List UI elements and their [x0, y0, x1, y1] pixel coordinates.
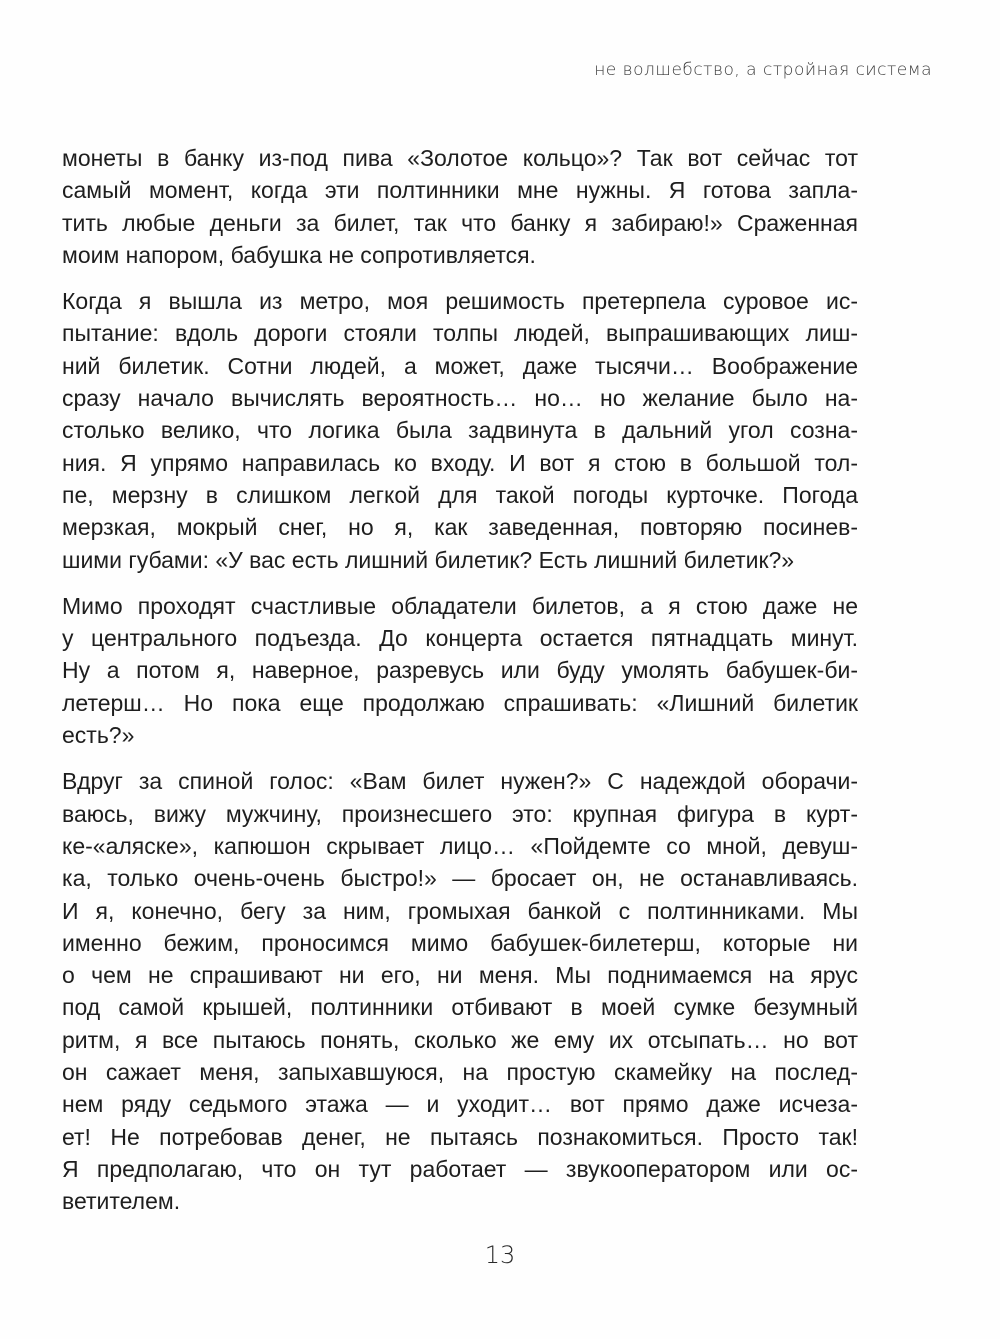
- paragraph-3: [62, 590, 858, 751]
- text-line: Мимо проходят счастливые обладатели билетов, а я стою даже не: [62, 592, 858, 619]
- text-line: тить любые деньги за билет, так что банку я забираю!» Сраженная: [62, 209, 858, 236]
- body-text: [62, 142, 858, 1232]
- text-line: ний билетик. Сотни людей, а может, даже тысячи… Воображение: [62, 352, 858, 379]
- text-line: моим напором, бабушка не сопротивляется.: [62, 241, 536, 268]
- text-line: под самой крышей, полтинники отбивают в моей сумке безумный: [62, 994, 858, 1021]
- text-line: ка, только очень-очень быстро!» — бросает он, не останавливаясь.: [62, 865, 858, 892]
- text-line: Ну а потом я, наверное, разревусь или буду умолять бабушек-би-: [62, 657, 858, 684]
- paragraph-1: [62, 142, 858, 271]
- text-line: ния. Я упрямо направилась ко входу. И вот я стою в большой тол-: [62, 449, 858, 476]
- text-line: сразу начало вычислять вероятность… но… но желание было на-: [62, 385, 858, 412]
- text-line: Я предполагаю, что он тут работает — звукооператором или ос-: [62, 1155, 858, 1182]
- text-line: ке-«аляске», капюшон скрывает лицо… «Пойдемте со мной, девуш-: [62, 832, 858, 859]
- paragraph-2: [62, 285, 858, 576]
- text-line: у центрального подъезда. До концерта остается пятнадцать минут.: [62, 625, 858, 652]
- text-line: самый момент, когда эти полтинники мне нужны. Я готова запла-: [62, 177, 858, 204]
- text-line: нем ряду седьмого этажа — и уходит… вот прямо даже исчеза-: [62, 1091, 858, 1118]
- text-line: пытание: вдоль дороги стояли толпы людей, выпрашивающих лиш-: [62, 320, 858, 347]
- paragraph-4: [62, 765, 858, 1217]
- running-head: не волшебство, а стройная система: [594, 60, 932, 80]
- text-line: именно бежим, проносимся мимо бабушек-билетерш, которые ни: [62, 929, 858, 956]
- text-line: есть?»: [62, 722, 135, 749]
- text-line: летерш… Но пока еще продолжаю спрашивать: «Лишний билетик: [62, 689, 858, 716]
- text-line: столько велико, что логика была задвинута в дальний угол созна-: [62, 417, 858, 444]
- text-line: о чем не спрашивают ни его, ни меня. Мы поднимаемся на ярус: [62, 962, 858, 989]
- text-line: Вдруг за спиной голос: «Вам билет нужен?» С надеждой оборачи-: [62, 768, 858, 795]
- text-line: шими губами: «У вас есть лишний билетик? Есть лишний билетик?»: [62, 546, 795, 573]
- text-line: пе, мерзну в слишком легкой для такой погоды курточке. Погода: [62, 481, 858, 508]
- page-number: 13: [484, 1241, 516, 1269]
- text-line: ваюсь, вижу мужчину, произнесшего это: крупная фигура в курт-: [62, 800, 858, 827]
- text-line: ветителем.: [62, 1188, 181, 1215]
- text-line: мерзкая, мокрый снег, но я, как заведенная, повторяю посинев-: [62, 514, 858, 541]
- text-line: Когда я вышла из метро, моя решимость претерпела суровое ис-: [62, 288, 858, 315]
- text-line: монеты в банку из-под пива «Золотое кольцо»? Так вот сейчас тот: [62, 145, 858, 171]
- text-line: ритм, я все пытаюсь понять, сколько же ему их отсыпать… но вот: [62, 1026, 858, 1053]
- text-line: ет! Не потребовав денег, не пытаясь познакомиться. Просто так!: [62, 1123, 858, 1150]
- text-line: он сажает меня, запыхавшуюся, на простую скамейку на послед-: [62, 1059, 858, 1086]
- text-line: И я, конечно, бегу за ним, громыхая банкой с полтинниками. Мы: [62, 897, 858, 924]
